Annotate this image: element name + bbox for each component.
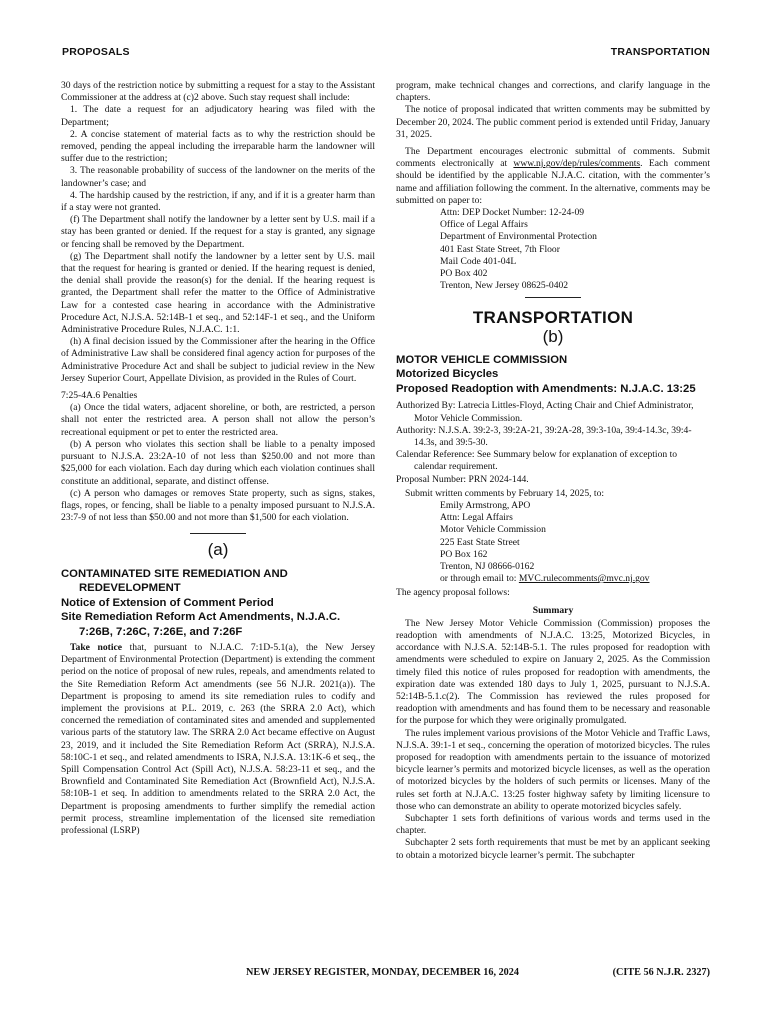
address-line: Emily Armstrong, APO bbox=[440, 499, 531, 511]
notice-body bbox=[61, 642, 375, 837]
paragraph: (g) The Department shall notify the landowner by a letter sent by U.S. mail that the request for hearing is granted or denied. If the hearing request is denied, the denial shall provide the reason(s) for the denial. If the hearing request is granted, the Department shall refer the matter to the Office of Administrative Law for a contested case hearing in accordance with the Administrative Procedure Act, N.J.S.A. 52:14B-1 et seq., and 52:14F-1 et seq., and the Uniform Administrative Procedure Rules, N.J.A.C. 1:1. bbox=[61, 250, 375, 336]
running-head-right: TRANSPORTATION bbox=[610, 46, 710, 58]
paragraph: Subchapter 1 sets forth definitions of various words and terms used in the chapter. bbox=[396, 813, 710, 837]
left-column bbox=[61, 80, 375, 837]
paragraph: The rules implement various provisions of the Motor Vehicle and Traffic Laws, N.J.S.A. 39:1-1 et seq., concerning the operation of motorized bicycles. The rules proposed for readoption with amendments pertain to the issuance of motorized bicycle learner’s permits and motorized bicycle licenses, as well as the operation of motorized bicycles by the holders of such permits or licenses. Many of the rules set forth at N.J.A.C. 13:25 foster highway safety by limiting licensure to those who can demonstrate an ability to operate motorized bicycles safely. bbox=[396, 727, 710, 812]
paragraph: (f) The Department shall notify the landowner by a letter sent by U.S. mail if a stay has been granted or denied. If the request for a stay is granted, any signage or fencing shall be removed by the Department. bbox=[61, 214, 375, 250]
notice-lead: Take notice bbox=[70, 642, 123, 654]
address-line: Mail Code 401-04L bbox=[440, 255, 517, 267]
section-title: TRANSPORTATION bbox=[472, 308, 634, 328]
paragraph: The New Jersey Motor Vehicle Commission (Commission) proposes the readoption with amendments of N.J.A.C. 13:25, Motorized Bicycles, in accordance with N.J.S.A. 52:14B-5.1. The rules proposed for readoption with amendments were scheduled to expire on January 2, 2025. As the Commission timely filed this notice of rules proposed for readoption with amendments, the expiration date was extended 180 days to July 1, 2025, pursuant to N.J.S.A. 52:14B-5.1.c(2). The Commission has reviewed the rules proposed for readoption with amendments and has found them to be necessary and reasonable for the purpose for which they were originally promulgated. bbox=[396, 617, 710, 727]
email-link[interactable]: MVC.rulecomments@mvc.nj.gov bbox=[518, 573, 650, 585]
address-line: Motor Vehicle Commission bbox=[440, 524, 546, 536]
summary-heading: Summary bbox=[532, 604, 574, 616]
address-line: Office of Legal Affairs bbox=[440, 219, 528, 231]
address-line: PO Box 402 bbox=[440, 268, 488, 280]
paragraph: (c) A person who damages or removes State property, such as signs, stakes, flags, ropes, or fencing, shall be liable to a penalty imposed pursuant to N.J.S.A. 23:7-9 of not less than $50.00 and not more than $1,500 for each violation. bbox=[61, 487, 375, 524]
paragraph: The notice of proposal indicated that written comments may be submitted by December 20, 2024. The public comment period is extended until Friday, January 31, 2025. bbox=[396, 104, 710, 140]
footer-citation: (CITE 56 N.J.R. 2327) bbox=[612, 967, 710, 978]
email-line: or through email to: MVC.rulecomments@mvc.nj.gov bbox=[440, 573, 650, 585]
address-line: PO Box 162 bbox=[440, 548, 488, 560]
mvc-mailing-address bbox=[396, 500, 710, 585]
divider bbox=[190, 533, 246, 534]
submit-instructions: Submit written comments by February 14, 2025, to: bbox=[405, 487, 605, 499]
agency-heading: MOTOR VEHICLE COMMISSION bbox=[396, 353, 568, 366]
paragraph: Subchapter 2 sets forth requirements that must be met by an applicant seeking to obtain a motorized bicycle learner’s permit. The subchapter bbox=[396, 837, 710, 861]
proposal-number: Proposal Number: PRN 2024-144. bbox=[396, 473, 529, 485]
notice-heading: Notice of Extension of Comment Period bbox=[61, 596, 274, 609]
rule-heading: Proposed Readoption with Amendments: N.J.A.C. 13:25 bbox=[396, 382, 696, 395]
divider bbox=[525, 297, 581, 298]
authority: Authority: N.J.S.A. 39:2-3, 39:2A-21, 39:2A-28, 39:3-10a, 39:4-14.3c, 39:4-14.3s, and 39:5-30. bbox=[396, 424, 692, 448]
paragraph: program, make technical changes and corrections, and clarify language in the chapters. bbox=[396, 80, 710, 104]
footer-register-date: NEW JERSEY REGISTER, MONDAY, DECEMBER 16, 2024 bbox=[246, 967, 519, 978]
agency-heading: CONTAMINATED SITE REMEDIATION AND REDEVELOPMENT bbox=[61, 567, 288, 595]
section-heading: 7:25-4A.6 Penalties bbox=[61, 390, 138, 402]
address-line: Attn: Legal Affairs bbox=[440, 512, 513, 524]
running-head-left: PROPOSALS bbox=[62, 46, 130, 58]
paragraph: (a) Once the tidal waters, adjacent shoreline, or both, are restricted, a person shall not enter the restricted area. A person shall not allow the person’s recreational equipment or pet to enter the restricted area. bbox=[61, 402, 375, 438]
comments-link[interactable]: www.nj.gov/dep/rules/comments bbox=[513, 158, 641, 170]
right-column bbox=[396, 80, 710, 862]
paragraph: (b) A person who violates this section shall be liable to a penalty imposed pursuant to N.J.S.A. 23:2A-10 of not less than $250.00 and not more than $25,000 for each violation. Each day during which each violation continues shall constitute an additional, separate, and distinct offense. bbox=[61, 438, 375, 487]
paragraph: 4. The hardship caused by the restriction, if any, and if it is a greater harm than if a stay were not granted. bbox=[61, 189, 375, 214]
address-line: Trenton, New Jersey 08625-0402 bbox=[440, 280, 569, 292]
address-line: 225 East State Street bbox=[440, 536, 520, 548]
paragraph: 3. The reasonable probability of success of the landowner on the merits of the landowner’s case; and bbox=[61, 165, 375, 189]
agency-follows: The agency proposal follows: bbox=[396, 587, 510, 599]
paragraph: 2. A concise statement of material facts as to why the restriction should be removed, pending the appeal including the irreparable harm the landowner will suffer due to the restriction; bbox=[61, 128, 375, 165]
address-line: Attn: DEP Docket Number: 12-24-09 bbox=[440, 207, 585, 219]
section-letter-b: (b) bbox=[542, 326, 564, 346]
address-line: Trenton, NJ 08666-0162 bbox=[440, 561, 535, 572]
paragraph: The Department encourages electronic submittal of comments. Submit comments electronically at www.nj.gov/dep/rules/comments. Each comment should be identified by the applicable N.J.A.C. citation, with the commenter’s name and affiliation following the comment. In the alternative, comments may be submitted on paper to: bbox=[396, 146, 710, 206]
rule-heading: Site Remediation Reform Act Amendments, N.J.A.C. 7:26B, 7:26C, 7:26E, and 7:26F bbox=[61, 611, 341, 638]
paragraph: (h) A final decision issued by the Commissioner after the hearing in the Office of Administrative Law shall be considered final agency action for purposes of the Administrative Procedure Act and shall be subject to judicial review in the New Jersey Superior Court, Appellate Division, as provided in the Rules of Court. bbox=[61, 336, 375, 384]
section-letter-a: (a) bbox=[207, 540, 229, 560]
address-line: Department of Environmental Protection bbox=[440, 231, 597, 243]
paragraph: 30 days of the restriction notice by submitting a request for a stay to the Assistant Commissioner at the address at (c)2 above. Such stay request shall include: bbox=[61, 80, 375, 104]
dep-mailing-address bbox=[396, 207, 710, 292]
subject-heading: Motorized Bicycles bbox=[396, 368, 499, 381]
paragraph: 1. The date a request for an adjudicatory hearing was filed with the Department; bbox=[61, 104, 375, 128]
address-line: 401 East State Street, 7th Floor bbox=[440, 243, 560, 255]
calendar-reference: Calendar Reference: See Summary below for explanation of exception to calendar requirement. bbox=[396, 449, 678, 473]
authorized-by: Authorized By: Latrecia Littles-Floyd, Acting Chair and Chief Administrator, Motor Vehicle Commission. bbox=[396, 400, 694, 424]
notice-text: that, pursuant to N.J.A.C. 7:1D-5.1(a), the New Jersey Department of Environmental Protection (Department) is extending the comment period on the notice of proposal of new rules, repeals, and amendments related to the Site Remediation Reform Act amendments (see 56 N.J.R. 2021(a)). The Department is proposing to amend its site remediation rules to codify and implement the provisions at P.L. 2019, c. 263 (the SRRA 2.0 Act), which concerned the remediation of contaminated sites and amended and supplemented various parts of the statutory law. The SRRA 2.0 Act became effective on August 23, 2019, and it included the Site Remediation Reform Act (SRRA), N.J.S.A. 58:10C-1 et seq., and related amendments to ISRA, N.J.S.A. 13:1K-6 et seq., the Spill Compensation Control Act (Spill Act), N.J.S.A. 58:23-11 et seq., and the Brownfield and Contaminated Site Remediation Act (Brownfield Act), N.J.S.A. 58:10B-1 et seq. In addition to amendments related to the SRRA 2.0 Act, the Department is proposing amendments to further simplify the remedial action permit process, streamline implementation of the licensed site remediation professional (LSRP) bbox=[61, 642, 375, 837]
